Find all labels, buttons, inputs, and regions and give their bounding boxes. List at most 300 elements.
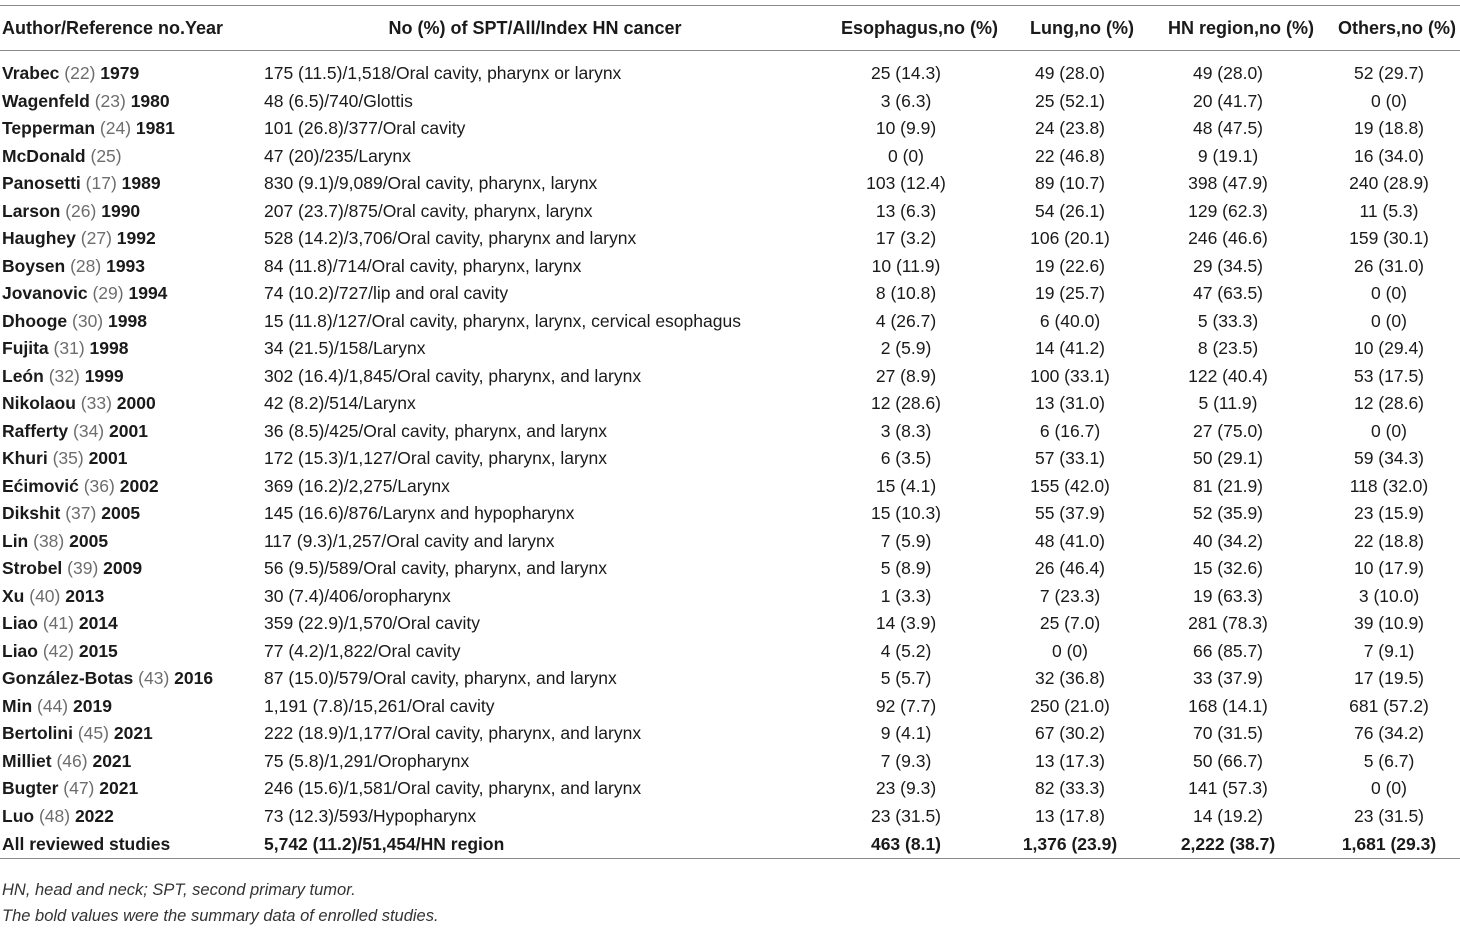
lung-cell: 49 (28.0): [1034, 63, 1106, 84]
publication-year: 1998: [89, 338, 129, 359]
hn-region-cell: 27 (75.0): [1192, 420, 1264, 441]
lung-cell: 13 (17.3): [1034, 750, 1106, 771]
lung-cell: 55 (37.9): [1034, 503, 1106, 524]
hn-region-cell: 50 (66.7): [1192, 750, 1264, 771]
author-name: Haughey: [2, 228, 76, 249]
table-row: [0, 445, 1460, 473]
spt-cell: 207 (23.7)/875/Oral cavity, pharynx, larynx: [264, 200, 593, 221]
publication-year: 2015: [78, 640, 118, 661]
spt-cell: 1,191 (7.8)/15,261/Oral cavity: [264, 695, 495, 716]
reference-number: (35): [52, 448, 84, 469]
table-row: [0, 748, 1460, 776]
author-name: Jovanovic: [2, 283, 88, 304]
hn-region-cell: 122 (40.4): [1188, 365, 1268, 386]
table-row: [0, 473, 1460, 501]
hn-region-cell: 398 (47.9): [1188, 173, 1268, 194]
table-row: [0, 335, 1460, 363]
author-name: Nikolaou: [2, 393, 76, 414]
bold-values-note: The bold values were the summary data of enrolled studies.: [2, 907, 439, 925]
author-cell: [0, 88, 262, 116]
author-name: Rafferty: [2, 420, 69, 441]
publication-year: 1994: [128, 283, 168, 304]
reference-number: (48): [38, 805, 71, 826]
hn-region-cell: 281 (78.3): [1188, 613, 1268, 634]
esophagus-cell: 7 (5.9): [880, 530, 932, 551]
esophagus-cell: 3 (6.3): [880, 90, 932, 111]
esophagus-cell: 27 (8.9): [875, 365, 937, 386]
hn-region-cell: 33 (37.9): [1192, 668, 1264, 689]
others-cell: 681 (57.2): [1349, 695, 1429, 716]
esophagus-cell: 23 (9.3): [875, 778, 937, 799]
hn-region-cell: 47 (63.5): [1192, 283, 1264, 304]
author-cell: [0, 528, 262, 556]
author-name: Dhooge: [2, 310, 68, 331]
table-row: [0, 363, 1460, 391]
lung-cell: 57 (33.1): [1034, 448, 1106, 469]
total-spt: 5,742 (11.2)/51,454/HN region: [262, 830, 810, 859]
table-row: [0, 88, 1460, 116]
spt-cell: 222 (18.9)/1,177/Oral cavity, pharynx, and larynx: [264, 723, 642, 744]
reference-number: (30): [72, 310, 104, 331]
spt-cell: 15 (11.8)/127/Oral cavity, pharynx, larynx, cervical esophagus: [264, 310, 741, 331]
table-row: [0, 775, 1460, 803]
hn-region-cell: 5 (33.3): [1197, 310, 1259, 331]
table-body: [0, 51, 1460, 859]
author-cell: [0, 583, 262, 611]
author-name: Strobel: [2, 558, 63, 579]
esophagus-cell: 8 (10.8): [875, 283, 937, 304]
esophagus-cell: 17 (3.2): [875, 228, 937, 249]
others-cell: 12 (28.6): [1353, 393, 1425, 414]
others-cell: 7 (9.1): [1363, 640, 1415, 661]
publication-year: 2021: [99, 778, 139, 799]
total-lung: 1,376 (23.9): [1002, 830, 1138, 859]
author-cell: [0, 610, 262, 638]
publication-year: 1989: [121, 173, 161, 194]
author-cell: [0, 115, 262, 143]
reference-number: (26): [65, 200, 97, 221]
author-name: Ećimović: [2, 475, 79, 496]
hn-region-cell: 49 (28.0): [1192, 63, 1264, 84]
author-name: Min: [2, 695, 33, 716]
publication-year: 2016: [174, 668, 214, 689]
reference-number: (33): [80, 393, 112, 414]
others-cell: 0 (0): [1371, 778, 1407, 799]
author-name: González-Botas: [2, 668, 134, 689]
author-name: Bertolini: [2, 723, 73, 744]
hn-region-cell: 29 (34.5): [1192, 255, 1264, 276]
spt-cell: 73 (12.3)/593/Hypopharynx: [264, 805, 477, 826]
header-hn-region: HN region,no (%): [1138, 6, 1318, 51]
author-cell: [0, 143, 262, 171]
hn-region-cell: 5 (11.9): [1198, 393, 1258, 414]
author-name: Boysen: [2, 255, 66, 276]
author-name: Lin: [2, 530, 29, 551]
table-row: [0, 500, 1460, 528]
total-others: 1,681 (29.3): [1318, 830, 1460, 859]
author-cell: [0, 253, 262, 281]
author-name: Fujita: [2, 338, 49, 359]
table-row: [0, 143, 1460, 171]
others-cell: 16 (34.0): [1353, 145, 1425, 166]
esophagus-cell: 10 (9.9): [875, 118, 937, 139]
reference-number: (34): [73, 420, 105, 441]
reference-number: (31): [53, 338, 85, 359]
others-cell: 23 (31.5): [1353, 805, 1425, 826]
others-cell: 0 (0): [1371, 90, 1407, 111]
hn-region-cell: 66 (85.7): [1192, 640, 1264, 661]
publication-year: 1999: [84, 365, 124, 386]
lung-cell: 25 (7.0): [1039, 613, 1101, 634]
others-cell: 22 (18.8): [1353, 530, 1425, 551]
publication-year: 2000: [116, 393, 156, 414]
publication-year: 2005: [101, 503, 141, 524]
table-row: [0, 610, 1460, 638]
author-name: Larson: [2, 200, 61, 221]
reference-number: (43): [138, 668, 170, 689]
table-row: [0, 115, 1460, 143]
esophagus-cell: 6 (3.5): [880, 448, 932, 469]
spt-table: [0, 5, 1460, 859]
reference-number: (32): [48, 365, 80, 386]
table-row: [0, 555, 1460, 583]
author-cell: [0, 693, 262, 721]
author-cell: [0, 720, 262, 748]
esophagus-cell: 7 (9.3): [880, 750, 932, 771]
author-name: Tepperman: [2, 118, 96, 139]
lung-cell: 19 (25.7): [1034, 283, 1106, 304]
author-cell: [0, 555, 262, 583]
esophagus-cell: 13 (6.3): [875, 200, 937, 221]
publication-year: 2002: [119, 475, 159, 496]
spt-cell: 830 (9.1)/9,089/Oral cavity, pharynx, larynx: [264, 173, 598, 194]
others-cell: 39 (10.9): [1353, 613, 1425, 634]
reference-number: (36): [83, 475, 115, 496]
others-cell: 5 (6.7): [1363, 750, 1415, 771]
author-cell: [0, 748, 262, 776]
spt-cell: 87 (15.0)/579/Oral cavity, pharynx, and larynx: [264, 668, 617, 689]
lung-cell: 24 (23.8): [1034, 118, 1106, 139]
author-cell: [0, 390, 262, 418]
author-name: McDonald: [2, 145, 86, 166]
hn-region-cell: 8 (23.5): [1197, 338, 1259, 359]
publication-year: 1998: [108, 310, 147, 331]
author-cell: [0, 308, 262, 336]
others-cell: 26 (31.0): [1353, 255, 1425, 276]
hn-region-cell: 129 (62.3): [1188, 200, 1268, 221]
esophagus-cell: 1 (3.3): [880, 585, 932, 606]
reference-number: (29): [92, 283, 124, 304]
reference-number: (47): [63, 778, 95, 799]
spt-cell: 101 (26.8)/377/Oral cavity: [264, 118, 466, 139]
publication-year: 1980: [130, 90, 170, 111]
others-cell: 0 (0): [1371, 420, 1407, 441]
spt-cell: 77 (4.2)/1,822/Oral cavity: [264, 640, 461, 661]
spt-cell: 246 (15.6)/1,581/Oral cavity, pharynx, and larynx: [264, 778, 642, 799]
spt-cell: 34 (21.5)/158/Larynx: [264, 338, 426, 359]
publication-year: 1993: [106, 255, 146, 276]
table-row: [0, 390, 1460, 418]
esophagus-cell: 15 (10.3): [870, 503, 942, 524]
header-lung: Lung,no (%): [1002, 6, 1138, 51]
hn-region-cell: 40 (34.2): [1192, 530, 1264, 551]
lung-cell: 0 (0): [1052, 640, 1088, 661]
spt-cell: 145 (16.6)/876/Larynx and hypopharynx: [264, 503, 575, 524]
hn-region-cell: 20 (41.7): [1192, 90, 1264, 111]
author-name: Milliet: [2, 750, 52, 771]
esophagus-cell: 4 (5.2): [880, 640, 932, 661]
author-cell: [0, 638, 262, 666]
table-row: [0, 51, 1460, 88]
spt-cell: 369 (16.2)/2,275/Larynx: [264, 475, 450, 496]
others-cell: 0 (0): [1371, 283, 1407, 304]
author-cell: [0, 473, 262, 501]
reference-number: (41): [42, 613, 74, 634]
author-name: Panosetti: [2, 173, 81, 194]
esophagus-cell: 9 (4.1): [880, 723, 932, 744]
esophagus-cell: 0 (0): [888, 145, 924, 166]
lung-cell: 14 (41.2): [1034, 338, 1106, 359]
reference-number: (23): [94, 90, 126, 111]
others-cell: 3 (10.0): [1358, 585, 1420, 606]
esophagus-cell: 4 (26.7): [875, 310, 937, 331]
author-cell: [0, 335, 262, 363]
publication-year: 2001: [109, 420, 148, 441]
esophagus-cell: 5 (5.7): [880, 668, 932, 689]
hn-region-cell: 81 (21.9): [1192, 475, 1264, 496]
table-row: [0, 225, 1460, 253]
author-cell: [0, 51, 262, 88]
esophagus-cell: 3 (8.3): [880, 420, 932, 441]
header-spt: No (%) of SPT/All/Index HN cancer: [262, 6, 810, 51]
lung-cell: 89 (10.7): [1034, 173, 1106, 194]
lung-cell: 100 (33.1): [1030, 365, 1110, 386]
lung-cell: 6 (40.0): [1039, 310, 1101, 331]
others-cell: 10 (29.4): [1353, 338, 1425, 359]
author-name: Luo: [2, 805, 35, 826]
table-row: [0, 803, 1460, 831]
table-row: [0, 170, 1460, 198]
author-cell: [0, 445, 262, 473]
lung-cell: 250 (21.0): [1030, 695, 1110, 716]
reference-number: (42): [42, 640, 74, 661]
abbreviation-note: HN, head and neck; SPT, second primary tumor.: [2, 881, 356, 899]
publication-year: 2014: [78, 613, 118, 634]
publication-year: 2013: [65, 585, 105, 606]
table-row: [0, 418, 1460, 446]
hn-region-cell: 14 (19.2): [1192, 805, 1264, 826]
lung-cell: 82 (33.3): [1034, 778, 1106, 799]
lung-cell: 26 (46.4): [1034, 558, 1106, 579]
spt-cell: 172 (15.3)/1,127/Oral cavity, pharynx, larynx: [264, 448, 608, 469]
total-esophagus: 463 (8.1): [810, 830, 1002, 859]
reference-number: (40): [29, 585, 61, 606]
author-name: Liao: [2, 640, 38, 661]
lung-cell: 7 (23.3): [1039, 585, 1101, 606]
others-cell: 240 (28.9): [1349, 173, 1429, 194]
hn-region-cell: 141 (57.3): [1188, 778, 1268, 799]
spt-cell: 42 (8.2)/514/Larynx: [264, 393, 416, 414]
total-hn-region: 2,222 (38.7): [1138, 830, 1318, 859]
lung-cell: 19 (22.6): [1034, 255, 1106, 276]
publication-year: 1990: [101, 200, 141, 221]
reference-number: (28): [70, 255, 102, 276]
author-cell: [0, 170, 262, 198]
lung-cell: 25 (52.1): [1034, 90, 1106, 111]
reference-number: (22): [64, 63, 96, 84]
others-cell: 10 (17.9): [1353, 558, 1425, 579]
others-cell: 17 (19.5): [1353, 668, 1425, 689]
header-others: Others,no (%): [1318, 6, 1460, 51]
publication-year: 2005: [69, 530, 109, 551]
header-esophagus: Esophagus,no (%): [810, 6, 1002, 51]
reference-number: (46): [56, 750, 88, 771]
hn-region-cell: 48 (47.5): [1192, 118, 1264, 139]
reference-number: (45): [77, 723, 109, 744]
spt-cell: 84 (11.8)/714/Oral cavity, pharynx, larynx: [264, 255, 582, 276]
publication-year: 2019: [73, 695, 112, 716]
author-name: Dikshit: [2, 503, 61, 524]
reference-number: (24): [99, 118, 132, 139]
hn-region-cell: 50 (29.1): [1192, 448, 1264, 469]
reference-number: (39): [67, 558, 99, 579]
lung-cell: 48 (41.0): [1034, 530, 1106, 551]
author-cell: [0, 363, 262, 391]
hn-region-cell: 9 (19.1): [1197, 145, 1259, 166]
hn-region-cell: 70 (31.5): [1192, 723, 1264, 744]
reference-number: (17): [85, 173, 117, 194]
esophagus-cell: 12 (28.6): [870, 393, 942, 414]
author-cell: [0, 418, 262, 446]
lung-cell: 13 (31.0): [1034, 393, 1106, 414]
esophagus-cell: 23 (31.5): [870, 805, 942, 826]
publication-year: 1979: [100, 63, 140, 84]
table-row: [0, 583, 1460, 611]
lung-cell: 54 (26.1): [1034, 200, 1106, 221]
spt-cell: 56 (9.5)/589/Oral cavity, pharynx, and larynx: [264, 558, 608, 579]
table-row: [0, 253, 1460, 281]
reference-number: (38): [33, 530, 65, 551]
publication-year: 1992: [116, 228, 156, 249]
others-cell: 0 (0): [1371, 310, 1407, 331]
publication-year: 2022: [74, 805, 114, 826]
publication-year: 2021: [113, 723, 153, 744]
spt-cell: 36 (8.5)/425/Oral cavity, pharynx, and larynx: [264, 420, 608, 441]
others-cell: 59 (34.3): [1353, 448, 1425, 469]
author-name: Xu: [2, 585, 25, 606]
lung-cell: 67 (30.2): [1034, 723, 1106, 744]
others-cell: 76 (34.2): [1353, 723, 1425, 744]
spt-cell: 30 (7.4)/406/oropharynx: [264, 585, 451, 606]
author-name: Khuri: [2, 448, 48, 469]
total-row: [0, 830, 1460, 859]
author-cell: [0, 803, 262, 831]
esophagus-cell: 10 (11.9): [871, 255, 941, 276]
others-cell: 19 (18.8): [1353, 118, 1425, 139]
author-name: Vrabec: [2, 63, 60, 84]
esophagus-cell: 103 (12.4): [866, 173, 946, 194]
others-cell: 159 (30.1): [1349, 228, 1429, 249]
lung-cell: 22 (46.8): [1034, 145, 1106, 166]
author-cell: [0, 280, 262, 308]
reference-number: (37): [65, 503, 97, 524]
table-footnotes: [2, 877, 439, 929]
table-row: [0, 720, 1460, 748]
hn-region-cell: 19 (63.3): [1192, 585, 1264, 606]
author-name: Liao: [2, 613, 38, 634]
others-cell: 52 (29.7): [1353, 63, 1425, 84]
spt-cell: 528 (14.2)/3,706/Oral cavity, pharynx and larynx: [264, 228, 637, 249]
esophagus-cell: 5 (8.9): [880, 558, 932, 579]
esophagus-cell: 92 (7.7): [875, 695, 937, 716]
esophagus-cell: 15 (4.1): [875, 475, 937, 496]
reference-number: (44): [37, 695, 69, 716]
author-cell: [0, 225, 262, 253]
spt-cell: 74 (10.2)/727/lip and oral cavity: [264, 283, 509, 304]
hn-region-cell: 168 (14.1): [1188, 695, 1268, 716]
others-cell: 53 (17.5): [1353, 365, 1425, 386]
publication-year: 2001: [88, 448, 128, 469]
publication-year: 1981: [135, 118, 175, 139]
esophagus-cell: 2 (5.9): [880, 338, 932, 359]
table-header: [0, 6, 1460, 51]
table-row: [0, 638, 1460, 666]
others-cell: 118 (32.0): [1349, 475, 1429, 496]
reference-number: (25): [90, 145, 122, 166]
spt-cell: 175 (11.5)/1,518/Oral cavity, pharynx or larynx: [264, 63, 622, 84]
spt-cell: 117 (9.3)/1,257/Oral cavity and larynx: [264, 530, 555, 551]
author-cell: [0, 665, 262, 693]
spt-cell: 47 (20)/235/Larynx: [264, 145, 411, 166]
author-cell: [0, 775, 262, 803]
spt-cell: 48 (6.5)/740/Glottis: [264, 90, 413, 111]
lung-cell: 13 (17.8): [1034, 805, 1106, 826]
author-name: León: [2, 365, 44, 386]
table-row: [0, 280, 1460, 308]
lung-cell: 106 (20.1): [1030, 228, 1110, 249]
total-label: All reviewed studies: [0, 830, 262, 859]
lung-cell: 6 (16.7): [1039, 420, 1101, 441]
spt-table-container: [0, 5, 1460, 859]
esophagus-cell: 14 (3.9): [875, 613, 937, 634]
header-author: Author/Reference no.Year: [0, 6, 262, 51]
table-row: [0, 665, 1460, 693]
lung-cell: 155 (42.0): [1030, 475, 1110, 496]
table-row: [0, 308, 1460, 336]
table-row: [0, 528, 1460, 556]
esophagus-cell: 25 (14.3): [870, 63, 942, 84]
hn-region-cell: 15 (32.6): [1192, 558, 1264, 579]
spt-cell: 75 (5.8)/1,291/Oropharynx: [264, 750, 470, 771]
others-cell: 11 (5.3): [1359, 200, 1419, 221]
others-cell: 23 (15.9): [1353, 503, 1425, 524]
lung-cell: 32 (36.8): [1034, 668, 1106, 689]
author-cell: [0, 500, 262, 528]
table-row: [0, 198, 1460, 226]
publication-year: 2021: [92, 750, 132, 771]
table-row: [0, 693, 1460, 721]
reference-number: (27): [80, 228, 112, 249]
author-name: Wagenfeld: [2, 90, 90, 111]
spt-cell: 359 (22.9)/1,570/Oral cavity: [264, 613, 480, 634]
hn-region-cell: 52 (35.9): [1192, 503, 1264, 524]
author-cell: [0, 198, 262, 226]
publication-year: 2009: [103, 558, 143, 579]
header-row: [0, 6, 1460, 51]
hn-region-cell: 246 (46.6): [1188, 228, 1268, 249]
spt-cell: 302 (16.4)/1,845/Oral cavity, pharynx, and larynx: [264, 365, 642, 386]
author-name: Bugter: [2, 778, 59, 799]
